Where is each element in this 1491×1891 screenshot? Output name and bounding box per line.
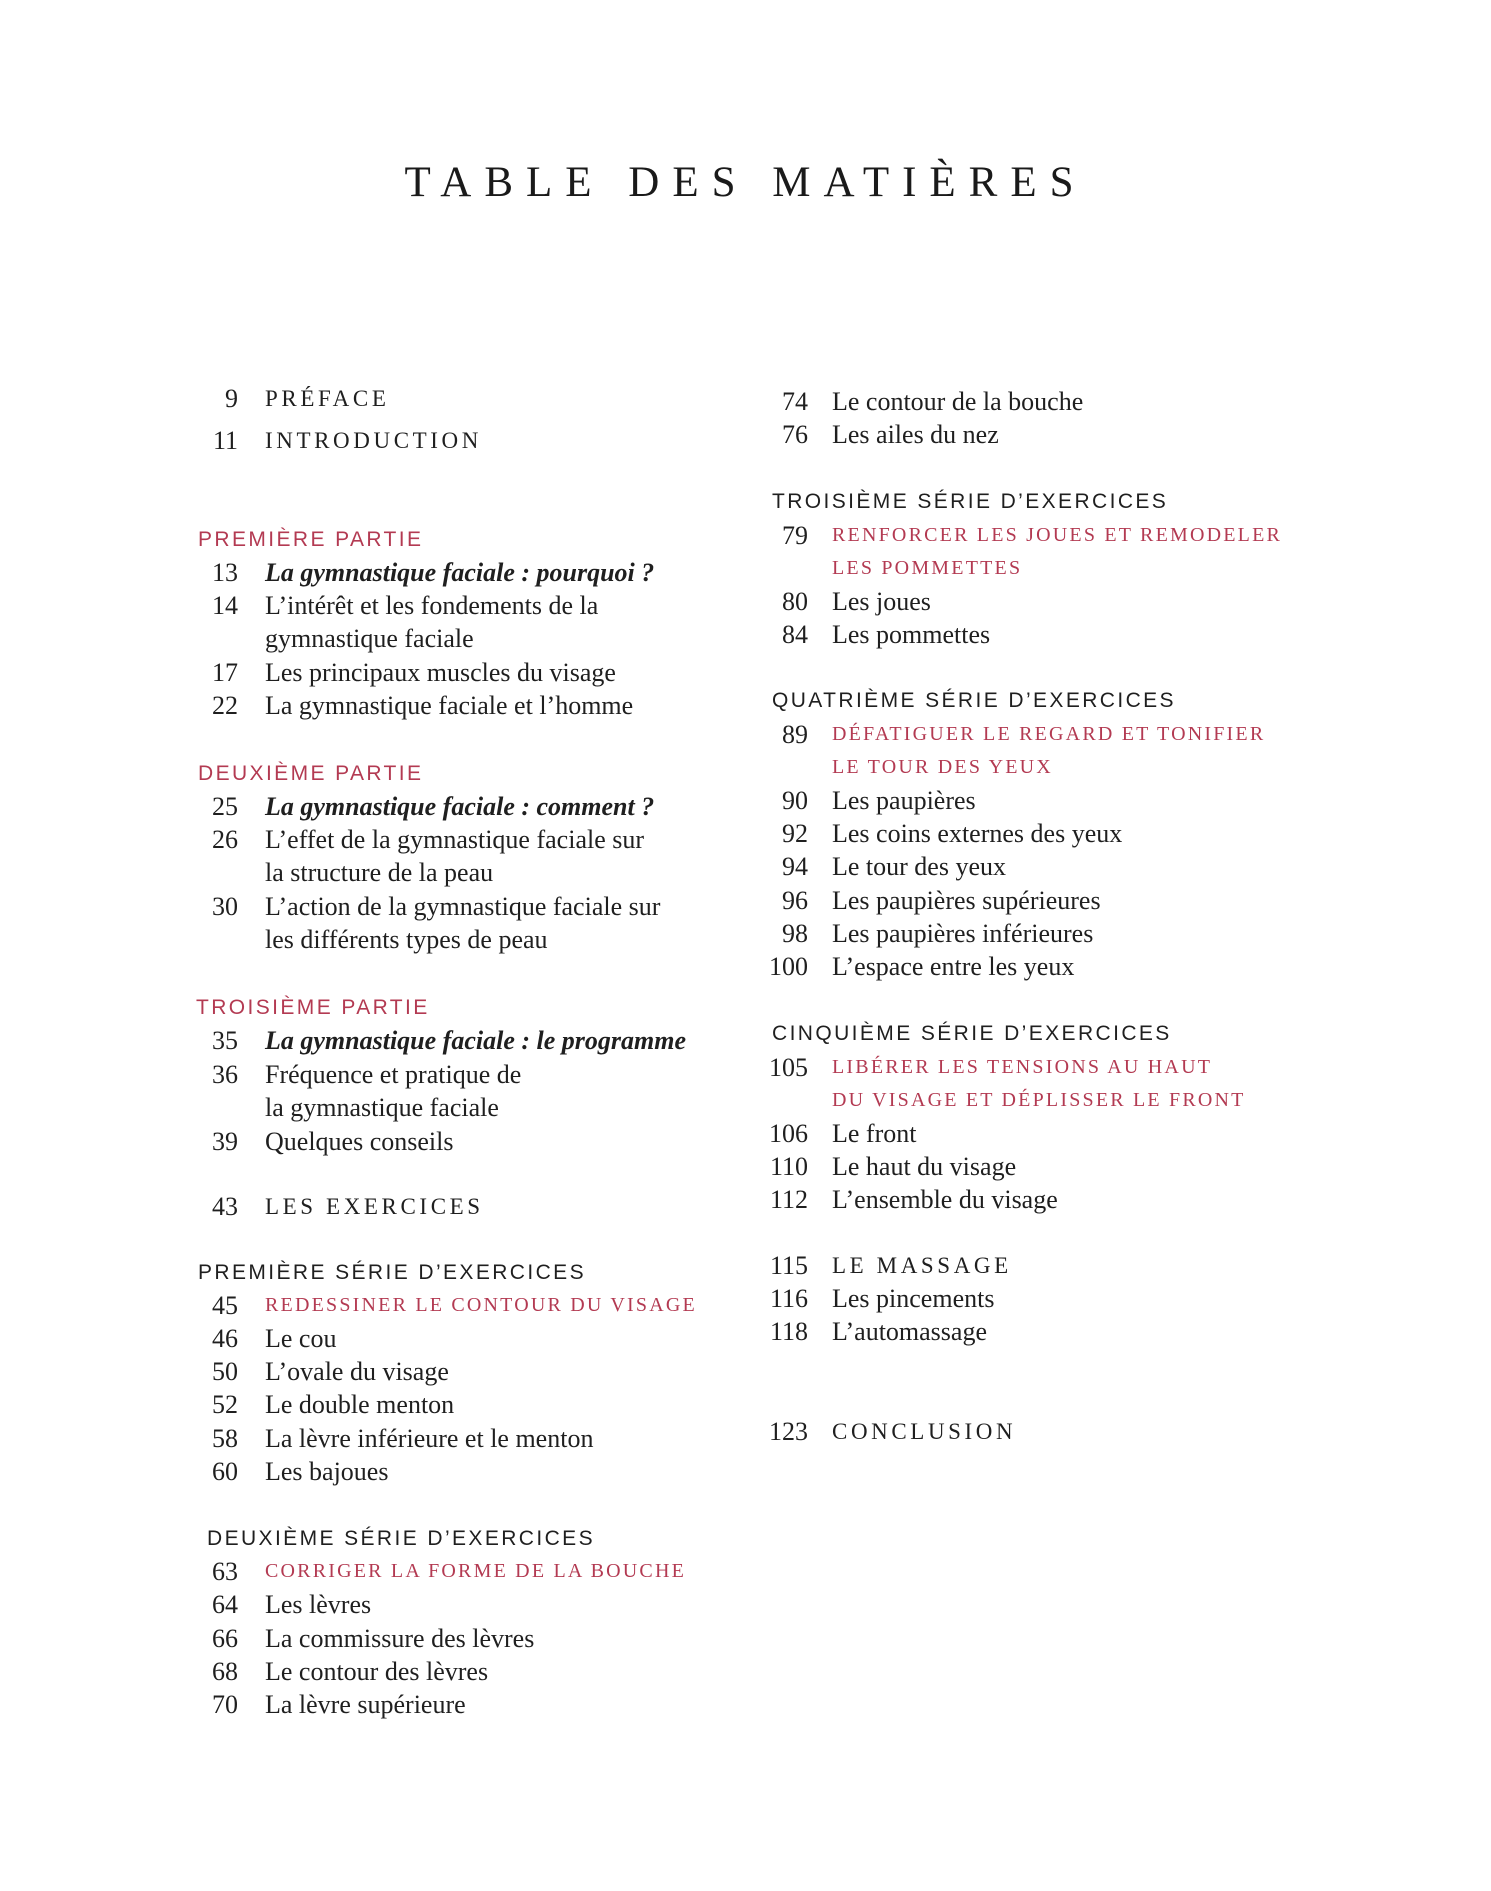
- entry-title: CORRIGER LA FORME DE LA BOUCHE: [265, 1560, 687, 1582]
- entry-title: CONCLUSION: [832, 1419, 1017, 1444]
- entry-title: Le haut du visage: [832, 1152, 1017, 1181]
- page-number: 35: [212, 1026, 238, 1055]
- entry-title: Fréquence et pratique de: [265, 1060, 522, 1089]
- entry-title: La gymnastique faciale et l’homme: [265, 691, 634, 720]
- entry-title-continued: les différents types de peau: [265, 925, 548, 954]
- page-number: 70: [212, 1690, 238, 1719]
- page-number: 14: [212, 591, 238, 620]
- entry-title: Les pommettes: [832, 620, 991, 649]
- entry-title: La commissure des lèvres: [265, 1624, 535, 1653]
- page-number: 116: [769, 1284, 808, 1313]
- entry-title: L’espace entre les yeux: [832, 952, 1075, 981]
- page-number: 94: [782, 852, 808, 881]
- entry-title: Quelques conseils: [265, 1127, 454, 1156]
- entry-title: L’effet de la gymnastique faciale sur: [265, 825, 645, 854]
- entry-title-continued: gymnastique faciale: [265, 624, 474, 653]
- entry-title: La gymnastique faciale : comment ?: [265, 792, 655, 821]
- entry-title: L’ensemble du visage: [832, 1185, 1058, 1214]
- page-number: 105: [769, 1053, 808, 1082]
- entry-title: Les paupières: [832, 786, 976, 815]
- page-number: 17: [212, 658, 238, 687]
- entry-title: Les principaux muscles du visage: [265, 658, 616, 687]
- entry-title: L’ovale du visage: [265, 1357, 449, 1386]
- page-number: 100: [769, 952, 808, 981]
- entry-title: La lèvre inférieure et le menton: [265, 1424, 594, 1453]
- entry-title: L’intérêt et les fondements de la: [265, 591, 599, 620]
- page-title: TABLE DES MATIÈRES: [404, 159, 1087, 206]
- entry-title: Le cou: [265, 1324, 337, 1353]
- entry-title: PRÉFACE: [265, 386, 390, 411]
- page-number: 74: [782, 387, 808, 416]
- section-heading-serie2: DEUXIÈME SÉRIE D’EXERCICES: [207, 1527, 595, 1550]
- entry-title: L’automassage: [832, 1317, 987, 1346]
- entry-title: LIBÉRER LES TENSIONS AU HAUT: [832, 1056, 1213, 1078]
- entry-title: Le tour des yeux: [832, 852, 1007, 881]
- entry-title-continued: DU VISAGE ET DÉPLISSER LE FRONT: [832, 1089, 1246, 1111]
- entry-title: Les paupières inférieures: [832, 919, 1094, 948]
- page-number: 118: [769, 1317, 808, 1346]
- page-number: 110: [769, 1152, 808, 1181]
- page-number: 46: [212, 1324, 238, 1353]
- entry-title: Les paupières supérieures: [832, 886, 1101, 915]
- page-number: 30: [212, 892, 238, 921]
- page-number: 98: [782, 919, 808, 948]
- section-heading-part1: PREMIÈRE PARTIE: [198, 528, 424, 551]
- page-number: 66: [212, 1624, 238, 1653]
- entry-title: DÉFATIGUER LE REGARD ET TONIFIER: [832, 723, 1266, 745]
- section-heading-part3: TROISIÈME PARTIE: [196, 996, 430, 1019]
- page-number: 58: [212, 1424, 238, 1453]
- entry-title: La gymnastique faciale : pourquoi ?: [265, 558, 655, 587]
- page-number: 79: [782, 521, 808, 550]
- page-number: 68: [212, 1657, 238, 1686]
- section-heading-serie5: CINQUIÈME SÉRIE D’EXERCICES: [772, 1022, 1172, 1045]
- entry-title: Les joues: [832, 587, 931, 616]
- entry-title-continued: LE TOUR DES YEUX: [832, 756, 1053, 778]
- entry-title: Le contour de la bouche: [832, 387, 1084, 416]
- page-number: 26: [212, 825, 238, 854]
- section-heading-serie3: TROISIÈME SÉRIE D’EXERCICES: [772, 490, 1169, 513]
- page-number: 106: [769, 1119, 808, 1148]
- entry-title: La lèvre supérieure: [265, 1690, 466, 1719]
- page-number: 112: [769, 1185, 808, 1214]
- page-number: 39: [212, 1127, 238, 1156]
- entry-title-continued: LES POMMETTES: [832, 557, 1023, 579]
- entry-title: Le front: [832, 1119, 917, 1148]
- entry-title: Le double menton: [265, 1390, 455, 1419]
- page-number: 45: [212, 1291, 238, 1320]
- entry-title: REDESSINER LE CONTOUR DU VISAGE: [265, 1294, 697, 1316]
- page-number: 63: [212, 1557, 238, 1586]
- page-number: 80: [782, 587, 808, 616]
- page-number: 92: [782, 819, 808, 848]
- entry-title: INTRODUCTION: [265, 428, 482, 453]
- page-number: 25: [212, 792, 238, 821]
- page-number: 11: [212, 426, 238, 455]
- section-heading-serie1: PREMIÈRE SÉRIE D’EXERCICES: [198, 1261, 586, 1284]
- page-number: 96: [782, 886, 808, 915]
- section-heading-part2: DEUXIÈME PARTIE: [198, 762, 424, 785]
- entry-title: Les coins externes des yeux: [832, 819, 1123, 848]
- page-number: 90: [782, 786, 808, 815]
- entry-title: Le contour des lèvres: [265, 1657, 489, 1686]
- entry-title: LES EXERCICES: [265, 1194, 484, 1219]
- entry-title: Les bajoues: [265, 1457, 389, 1486]
- page-number: 43: [212, 1192, 238, 1221]
- page-number: 64: [212, 1590, 238, 1619]
- page-number: 50: [212, 1357, 238, 1386]
- section-heading-serie4: QUATRIÈME SÉRIE D’EXERCICES: [772, 689, 1176, 712]
- entry-title: LE MASSAGE: [832, 1253, 1012, 1278]
- entry-title-continued: la structure de la peau: [265, 858, 494, 887]
- entry-title: Les lèvres: [265, 1590, 372, 1619]
- page-number: 84: [782, 620, 808, 649]
- entry-title: L’action de la gymnastique faciale sur: [265, 892, 661, 921]
- page-number: 52: [212, 1390, 238, 1419]
- page-number: 13: [212, 558, 238, 587]
- entry-title: Les pincements: [832, 1284, 995, 1313]
- entry-title: Les ailes du nez: [832, 420, 999, 449]
- page-number: 36: [212, 1060, 238, 1089]
- page-number: 76: [782, 420, 808, 449]
- page-number: 9: [225, 384, 238, 413]
- page-number: 123: [769, 1417, 808, 1446]
- entry-title: La gymnastique faciale : le programme: [265, 1026, 687, 1055]
- page-number: 22: [212, 691, 238, 720]
- page-number: 60: [212, 1457, 238, 1486]
- page-number: 89: [782, 720, 808, 749]
- page-number: 115: [769, 1251, 808, 1280]
- entry-title: RENFORCER LES JOUES ET REMODELER: [832, 524, 1283, 546]
- entry-title-continued: la gymnastique faciale: [265, 1093, 499, 1122]
